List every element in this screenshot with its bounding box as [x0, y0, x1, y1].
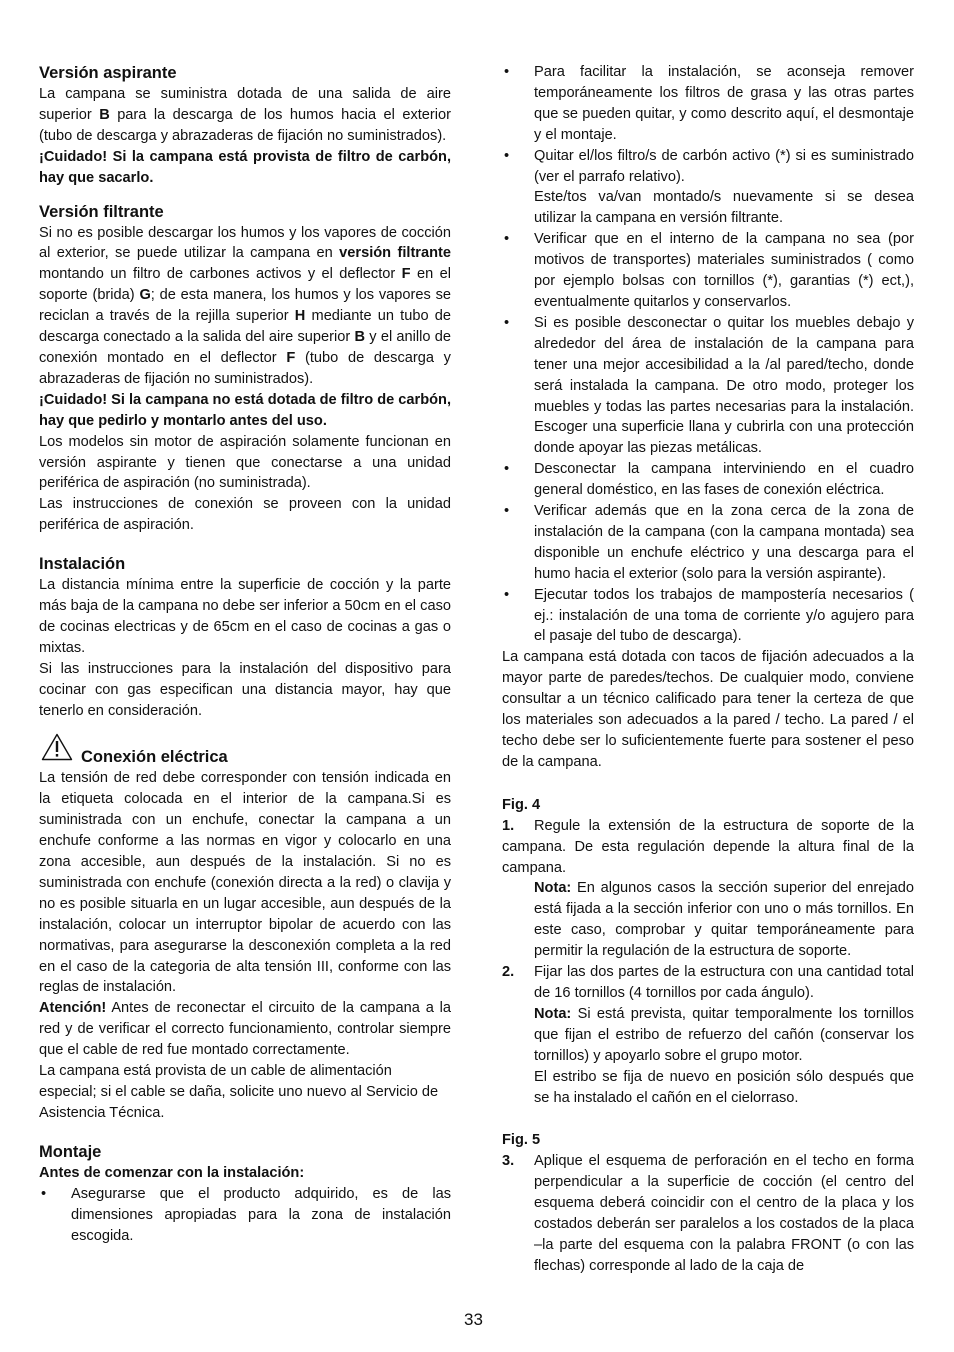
bullet-icon: •: [504, 64, 510, 80]
bullet-icon: •: [504, 314, 510, 331]
warning-aspirante: ¡Cuidado! Si la campana está provista de filtro de carbón, hay que sacarlo.: [39, 148, 451, 186]
heading-conexion-row: [41, 733, 451, 768]
paragraph-atencion: Atención! Antes de reconectar el circuito de la campana a la red y de verificar el correcto funcionamiento, controlar siempre que el cable de red fue montado correctamente.: [39, 1000, 451, 1059]
subheading-antes: Antes de comenzar con la instalación:: [39, 1164, 305, 1181]
bullet-icon: •: [41, 1185, 47, 1202]
paragraph-tacos: La campana está dotada con tacos de fijación adecuados a la mayor parte de paredes/techos. De cualquier modo, conviene consultar a un técnico calificado para tener la certeza de que los materiales son adecuados a la pared / techo. La pared / el techo debe ser lo suficientemente fuerte para sostener el peso de la campana.: [502, 649, 914, 770]
list-item: • Verificar que en el interno de la campana no sea (por motivos de transportes) materiales suministrados ( como por ejemplo bolsas con tornillos (*), garantias (*) ect,), eventualmente quitarlos y conservarlos.: [504, 231, 914, 310]
paragraph-cable: La campana está provista de un cable de alimentación especial; si el cable se daña, solicite uno nuevo al Servicio de Asistencia Técnica.: [39, 1063, 439, 1121]
bullet-icon: •: [504, 147, 510, 164]
page-number: 33: [464, 1310, 483, 1329]
step-2: 2. Fijar las dos partes de la estructura con una cantidad total de 16 tornillos (4 tornillos por cada ángulo).: [502, 964, 914, 1001]
list-item: • Asegurarse que el producto adquirido, es de las dimensiones apropiadas para la zona de instalación escogida.: [41, 1185, 451, 1244]
paragraph-instrucciones: Las instrucciones de conexión se proveen con la unidad periférica de aspiración.: [39, 496, 451, 534]
list-item: • Verificar además que en la zona cerca de la zona de instalación de la campana (con la campana montada) sea disponible un enchufe eléctrico y una descarga para el humo hacia el exterior (solo para la versión aspirante).: [504, 503, 914, 582]
bullet-icon: •: [504, 503, 510, 520]
step-2-note-2: El estribo se fija de nuevo en posición sólo después que se ha instalado el cañón en el cielorraso.: [534, 1068, 914, 1106]
bullet-icon: •: [504, 586, 510, 603]
heading-conexion-electrica: Conexión eléctrica: [81, 748, 228, 767]
warning-filtrante: ¡Cuidado! Si la campana no está dotada de filtro de carbón, hay que pedirlo y montarlo antes del uso.: [39, 391, 451, 429]
paragraph-sin-motor: Los modelos sin motor de aspiración solamente funcionan en versión aspirante y tienen que conectarse a una unidad periférica de aspiración (no suministrada).: [39, 433, 451, 492]
left-column: [39, 62, 451, 1246]
paragraph-aspirante: La campana se suministra dotada de una salida de aire superior B para la descarga de los humos hacia el exterior (tubo de descarga y abrazaderas de fijación no suministrados).: [39, 86, 451, 144]
list-item: • Ejecutar todos los trabajos de mampostería necesarios ( ej.: instalación de una toma de corriente y/o agujero para el pasaje del tubo de descarga).: [504, 586, 914, 645]
heading-instalacion: Instalación: [39, 555, 126, 574]
bullet-icon: •: [504, 231, 510, 248]
step-1: 1. Regule la extensión de la estructura de soporte de la campana. De esta regulación depende la altura final de la campana.: [502, 817, 914, 876]
heading-version-filtrante: Versión filtrante: [39, 202, 164, 221]
warning-triangle-icon: [41, 733, 73, 768]
paragraph-filtrante: Si no es posible descargar los humos y los vapores de cocción al exterior, se puede utilizar la campana en versión filtrante montando un filtro de carbones activos y el deflector F en el soporte (brida) G; de esta manera, los humos y los vapores se reciclan a través de la rejilla superior H mediante un tubo de descarga conectado a la salida del aire superior B y el anillo de conexión montado en el deflector F (tubo de descarga y abrazaderas de fijación no suministrados).: [39, 224, 451, 387]
list-item: • Desconectar la campana interviniendo en el cuadro general doméstico, en las fases de conexión eléctrica.: [504, 461, 914, 499]
step-3: 3. Aplique el esquema de perforación en el techo en forma perpendicular a la superficie de cocción (el centro del esquema deberá coincidir con el centro de la placa y los costados deberán ser paralelos a los costados de la placa –la parte del esquema con la palabra FRONT (o con las flechas) corresponde al lado de la caja de: [502, 1153, 914, 1274]
fig-5-label: Fig. 5: [502, 1132, 541, 1149]
paragraph-gas: Si las instrucciones para la instalación del dispositivo para cocinar con gas especifican una distancia mayor, hay que tenerlo en consideración.: [39, 660, 451, 719]
step-1-note: Nota: En algunos casos la sección superior del enrejado está fijada a la sección inferior con uno o más tornillos. En este caso, comprobar y quitar temporáneamente para permitir la regulación de la estructura de soporte.: [534, 880, 914, 960]
step-2-note: Nota: Si está prevista, quitar temporalmente los tornillos que fijan el estribo de refuerzo del cañón (conservar los tornillos) y apoyarlo sobre el grupo motor.: [534, 1005, 914, 1064]
fig-4-label: Fig. 4: [502, 796, 541, 813]
right-column: [502, 62, 914, 1277]
bullet-icon: •: [504, 461, 510, 478]
paragraph-tension: La tensión de red debe corresponder con tensión indicada en la etiqueta colocada en el interior de la campana.Si es suministrada con un enchufe, conectar la campana a un enchufe conforme a las normas en vigor y colocarlo en una zona accesible, aun después de la instalación. Si no es suministrada con enchufe (conexión directa a la red) o clavija y no es posible situarla en un lugar accesible, aun después de la instalación, colocar un interruptor bipolar de acuerdo con las normativas, para asegurarse la desconexión completa a la red en el caso de la categoria de alta tensión III, conforme con las reglas de instalación.: [39, 770, 451, 996]
list-item: • Para facilitar la instalación, se aconseja remover temporáneamente los filtros de grasa y las otras partes que se pueden quitar, y como descrito aquí, el desmontaje y el montaje.: [504, 64, 914, 143]
heading-version-aspirante: Versión aspirante: [39, 64, 177, 82]
list-item: • Si es posible desconectar o quitar los muebles debajo y alrededor del área de instalación de la campana para tener una mejor accesibilidad a la /al pared/techo, donde será instalada la campana. De otro modo, proteger los muebles y todas las partes necesarias para la instalación. Escoger una superficie llana y cubrirla con una protección donde apoyar las piezas metálicas.: [504, 314, 914, 457]
list-item: • Quitar el/los filtro/s de carbón activo (*) si es suministrado (ver el parrafo relativo). Este/tos va/van montado/s nuevamente si se desea utilizar la campana en versión filtrante.: [504, 147, 914, 227]
heading-montaje: Montaje: [39, 1142, 102, 1161]
paragraph-distancia: La distancia mínima entre la superficie de cocción y la parte más baja de la campana no debe ser inferior a 50cm en el caso de cocinas electricas y de 65cm en el caso de cocinas a gas o mixtas.: [39, 577, 451, 656]
